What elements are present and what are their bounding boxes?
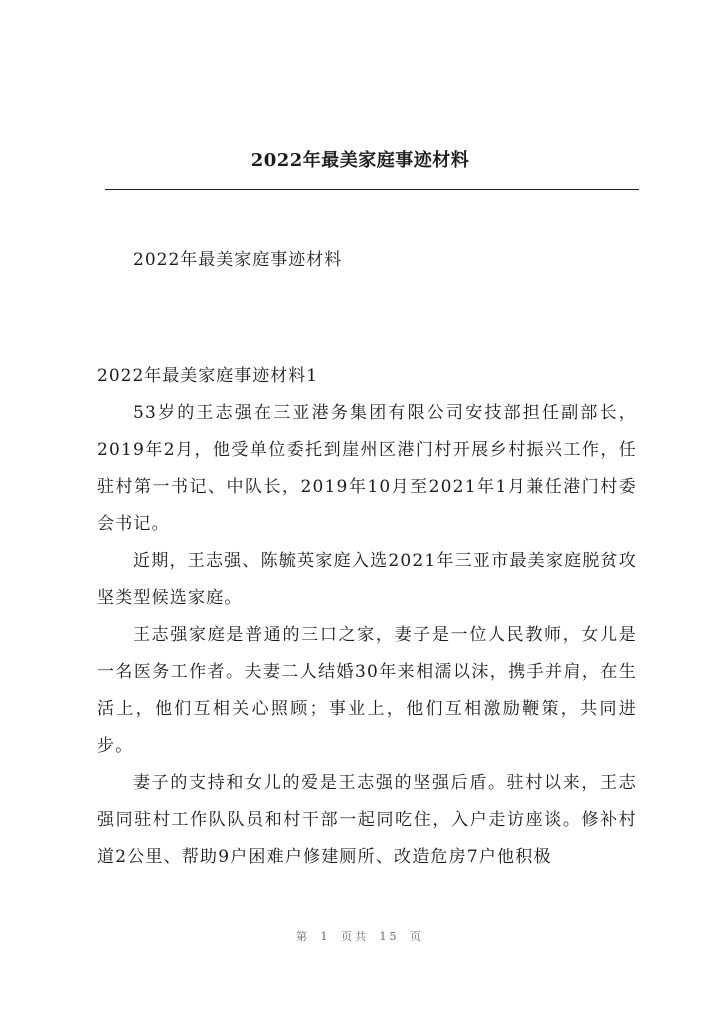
page-header-title: 2022年最美家庭事迹材料 xyxy=(250,150,470,171)
paragraph: 妻子的支持和女儿的爱是王志强的坚强后盾。驻村以来，王志强同驻村工作队队员和村干部一起同吃住，入户走访座谈。修补村道2公里、帮助9户困难户修建厕所、改造危房7户他积极 xyxy=(97,773,637,867)
document-section xyxy=(97,358,637,876)
paragraph: 近期，王志强、陈毓英家庭入选2021年三亚市最美家庭脱贫攻坚类型候选家庭。 xyxy=(97,551,637,608)
header-divider xyxy=(105,189,639,190)
page-number-footer: 第 1 页共 15 页 xyxy=(296,930,424,943)
section-heading: 2022年最美家庭事迹材料1 xyxy=(97,366,319,386)
paragraph: 王志强家庭是普通的三口之家，妻子是一位人民教师，女儿是一名医务工作者。夫妻二人结婚30年来相濡以沫，携手并肩，在生活上，他们互相关心照顾；事业上，他们互相激励鞭策，共同进步。 xyxy=(97,625,637,756)
paragraph: 53岁的王志强在三亚港务集团有限公司安技部担任副部长，2019年2月，他受单位委托到崖州区港门村开展乡村振兴工作，任驻村第一书记、中队长，2019年10月至2021年1月兼任港门村委会书记。 xyxy=(97,403,637,534)
document-subtitle: 2022年最美家庭事迹材料 xyxy=(133,250,343,270)
